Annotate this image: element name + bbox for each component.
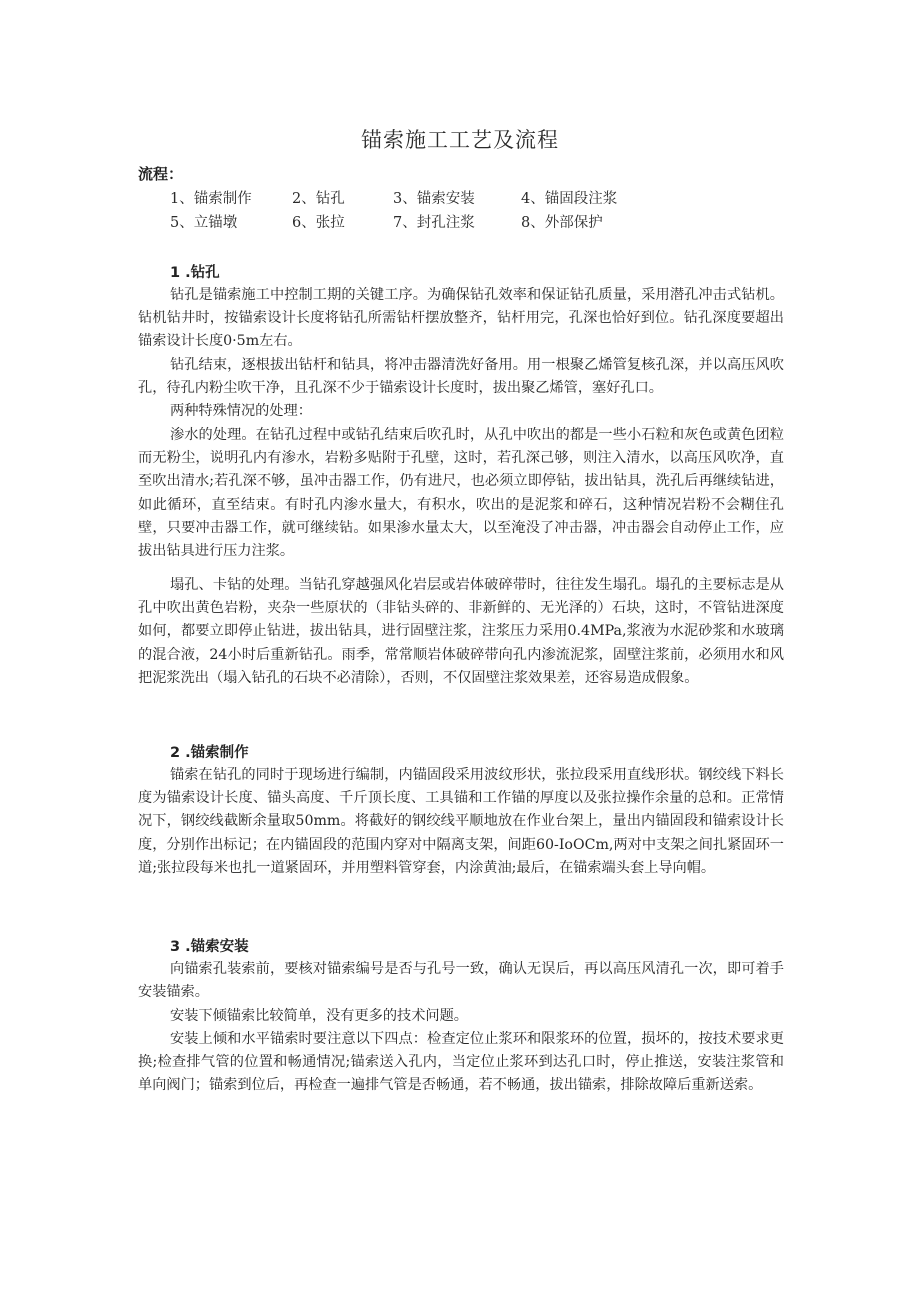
flow-step: 6、张拉 bbox=[292, 215, 345, 231]
flow-label: 流程： bbox=[138, 165, 184, 183]
section-heading: 3 .锚索安装 bbox=[170, 939, 249, 955]
flow-step: 8、外部保护 bbox=[521, 215, 603, 231]
paragraph: 钻孔是锚索施工中控制工期的关键工序。为确保钻孔效率和保证钻孔质量，采用潜孔冲击式钻机。钻机钻井时，按锚索设计长度将钻孔所需钻杆摆放整齐，钻杆用完，孔深也恰好到位。钻孔深度要超出锚索设计长度0·5m左右。 bbox=[138, 287, 784, 350]
paragraph: 钻孔结束，逐根拔出钻杆和钻具，将冲击器清洗好备用。用一根聚乙烯管复核孔深，并以高压风吹孔，待孔内粉尘吹干净，且孔深不少于锚索设计长度时，拔出聚乙烯管，塞好孔口。 bbox=[138, 357, 784, 397]
flow-step: 1、锚索制作 bbox=[170, 191, 252, 207]
flow-step: 2、钻孔 bbox=[292, 191, 345, 207]
paragraph: 向锚索孔装索前，要核对锚索编号是否与孔号一致，确认无误后，再以高压风清孔一次，即可着手安装锚索。 bbox=[138, 961, 784, 1001]
flow-step: 7、封孔注浆 bbox=[393, 215, 475, 231]
section-heading: 2 .锚索制作 bbox=[170, 745, 249, 761]
flow-step: 3、锚索安装 bbox=[393, 191, 475, 207]
flow-step: 4、锚固段注浆 bbox=[521, 191, 618, 207]
paragraph: 两种特殊情况的处理： bbox=[170, 403, 312, 419]
paragraph: 塌孔、卡钻的处理。当钻孔穿越强风化岩层或岩体破碎带时，往往发生塌孔。塌孔的主要标志是从孔中吹出黄色岩粉，夹杂一些原状的（非钻头碎的、非新鲜的、无光泽的）石块，这时，不管钻进深度如何，都要立即停止钻进，拔出钻具，进行固壁注浆，注浆压力采用0.4MPa,浆液为水泥砂浆和水玻璃的混合液，24小时后重新钻孔。雨季，常常顺岩体破碎带向孔内渗流泥浆，固壁注浆前，必须用水和风把泥浆洗出（塌入钻孔的石块不必清除），否则，不仅固壁注浆效果差，还容易造成假象。 bbox=[138, 577, 784, 686]
flow-step: 5、立锚墩 bbox=[170, 215, 238, 231]
paragraph: 锚索在钻孔的同时于现场进行编制，内锚固段采用波纹形状，张拉段采用直线形状。钢绞线下料长度为锚索设计长度、锚头高度、千斤顶长度、工具锚和工作锚的厚度以及张拉操作余量的总和。正常情况下，钢绞线截断余量取50mm。将截好的钢绞线平顺地放在作业台架上，量出内锚固段和锚索设计长度，分别作出标记；在内锚固段的范围内穿对中隔离支架，间距60-IoOCm,两对中支架之间扎紧固环一道;张拉段每米也扎一道紧固环，并用塑料管穿套，内涂黄油;最后，在锚索端头套上导向帽。 bbox=[138, 767, 784, 876]
paragraph: 安装上倾和水平锚索时要注意以下四点：检查定位止浆环和限浆环的位置，损坏的，按技术要求更换;检查排气管的位置和畅通情况;锚索送入孔内，当定位止浆环到达孔口时，停止推送，安装注浆管和单向阀门；锚索到位后，再检查一遍排气管是否畅通，若不畅通，拔出锚索，排除故障后重新送索。 bbox=[138, 1031, 784, 1094]
paragraph: 渗水的处理。在钻孔过程中或钻孔结束后吹孔时，从孔中吹出的都是一些小石粒和灰色或黄色团粒而无粉尘，说明孔内有渗水，岩粉多贴附于孔壁，这时，若孔深己够，则注入清水，以高压风吹净，直至吹出清水;若孔深不够，虽冲击器工作，仍有进尺，也必须立即停钻，拔出钻具，洗孔后再继续钻进，如此循环，直至结束。有时孔内渗水量大，有积水，吹出的是泥浆和碎石，这种情况岩粉不会糊住孔壁，只要冲击器工作，就可继续钻。如果渗水量太大，以至淹没了冲击器，冲击器会自动停止工作，应拔出钻具进行压力注浆。 bbox=[138, 427, 784, 560]
section-heading: 1 .钻孔 bbox=[170, 265, 220, 281]
paragraph: 安装下倾锚索比较简单，没有更多的技术问题。 bbox=[170, 1008, 468, 1024]
document-title: 锚索施工工艺及流程 bbox=[361, 128, 559, 152]
